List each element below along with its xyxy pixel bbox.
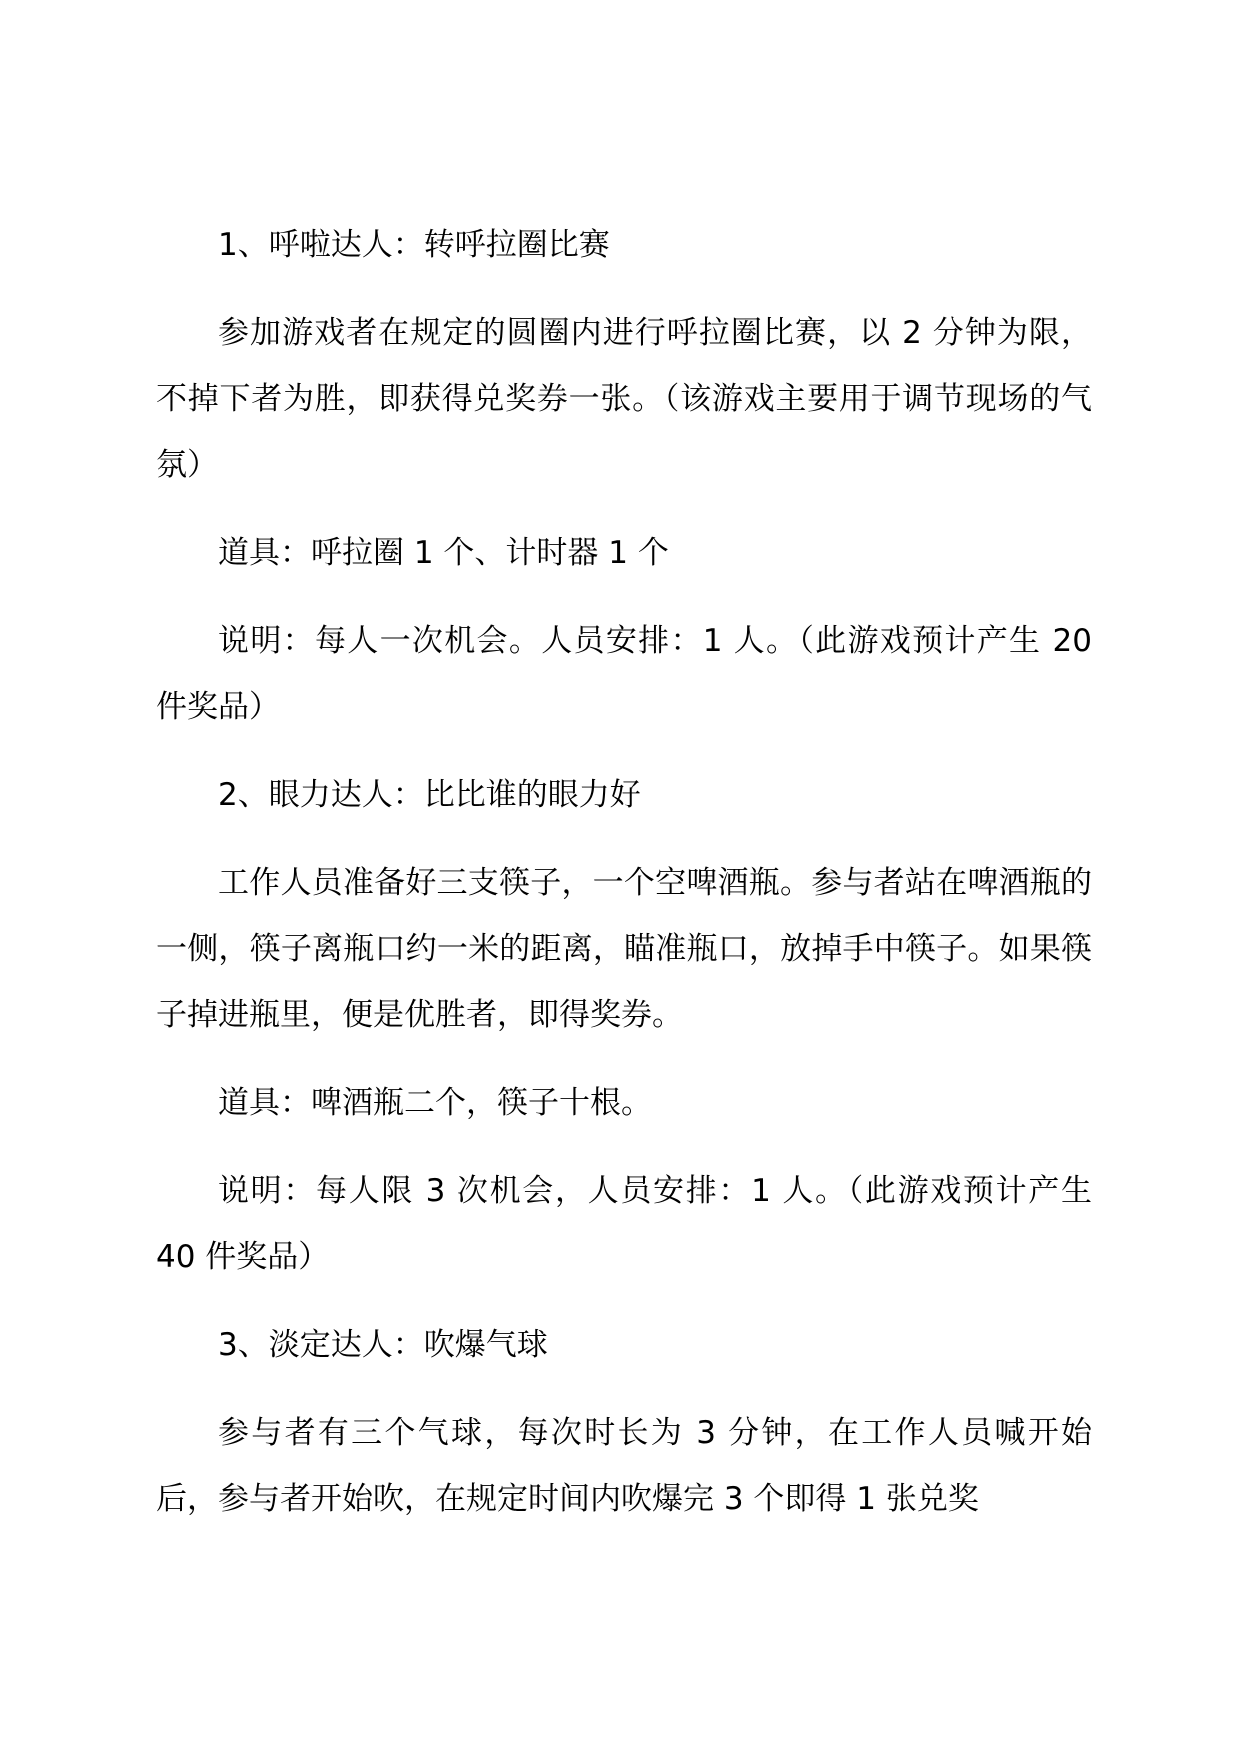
section-heading-eyesight: 2、眼力达人：比比谁的眼力好: [218, 777, 641, 813]
document-body: [156, 212, 1092, 1554]
paragraph-hula-rules: 参加游戏者在规定的圆圈内进行呼拉圈比赛，以 2 分钟为限，不掉下者为胜，即获得兑奖券一张。（该游戏主要用于调节现场的气氛）: [156, 315, 1092, 483]
paragraph-hula-props: 道具：呼拉圈 1 个、计时器 1 个: [218, 535, 669, 571]
section-heading-balloon: 3、淡定达人：吹爆气球: [218, 1327, 548, 1363]
section-heading-hula: 1、呼啦达人：转呼拉圈比赛: [218, 227, 610, 263]
paragraph-eyesight-notes: 说明：每人限 3 次机会，人员安排：1 人。（此游戏预计产生 40 件奖品）: [156, 1173, 1092, 1275]
paragraph-eyesight-props: 道具：啤酒瓶二个，筷子十根。: [218, 1085, 652, 1121]
paragraph-hula-notes: 说明：每人一次机会。人员安排：1 人。（此游戏预计产生 20 件奖品）: [156, 623, 1092, 725]
paragraph-eyesight-rules: 工作人员准备好三支筷子，一个空啤酒瓶。参与者站在啤酒瓶的一侧，筷子离瓶口约一米的距离，瞄准瓶口，放掉手中筷子。如果筷子掉进瓶里，便是优胜者，即得奖券。: [156, 865, 1092, 1033]
paragraph-balloon-rules: 参与者有三个气球，每次时长为 3 分钟，在工作人员喊开始后，参与者开始吹，在规定时间内吹爆完 3 个即得 1 张兑奖: [156, 1415, 1092, 1517]
